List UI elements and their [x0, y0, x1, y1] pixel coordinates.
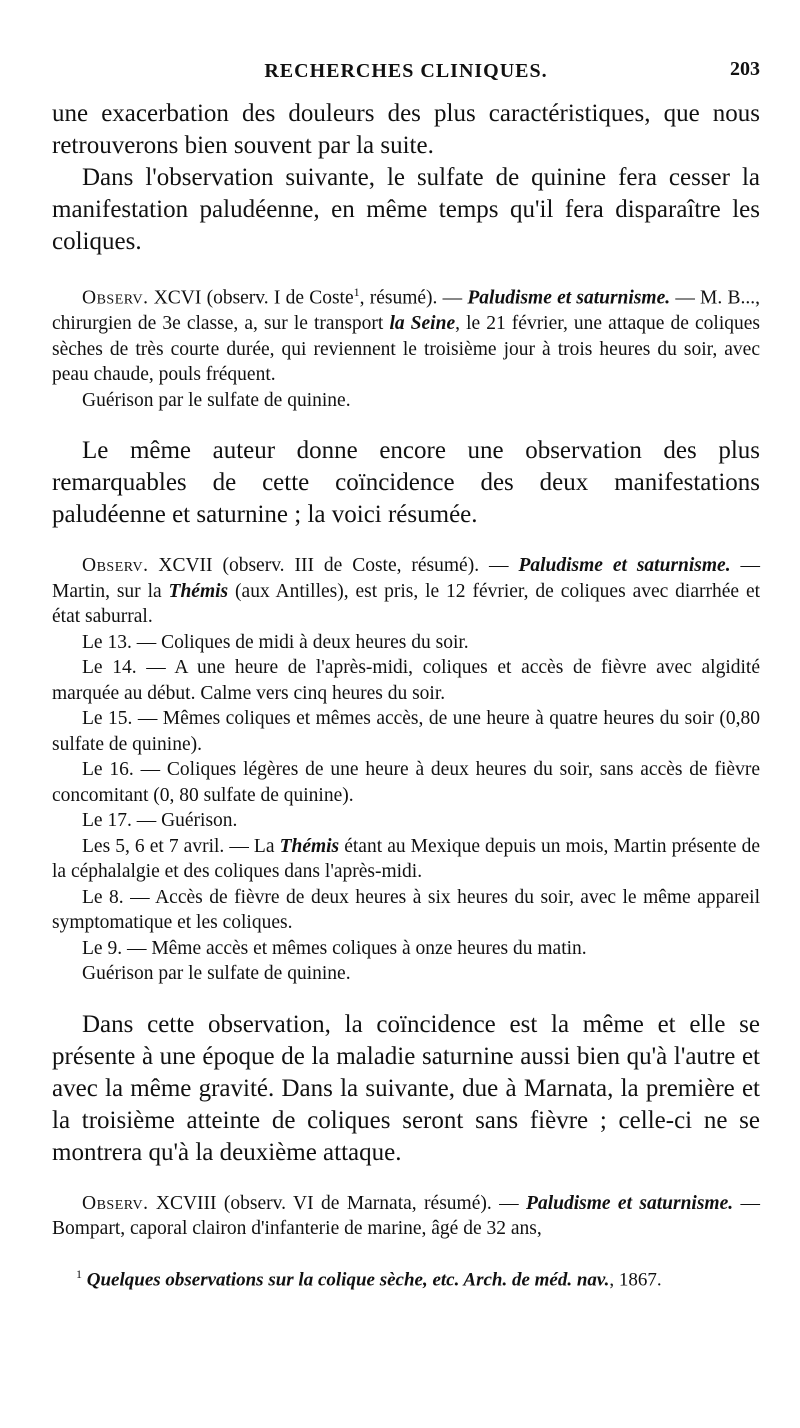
paragraph-intro-obs98: Dans cette observation, la coïncidence est la même et elle se présente à une époque de la maladie saturnine aussi bien qu'à l'autre et avec la même gravité. Dans la suivante, due à Marnata, la première et la troisième atteinte de coliques seront sans fièvre ; celle-ci ne se montrera qu'à la deuxième attaque.	[52, 1010, 760, 1166]
observation-xcvi	[52, 280, 760, 413]
obs96-label: Observ.	[82, 287, 149, 309]
obs97-lead: XCVII (observ. III de Coste, résumé). —	[158, 555, 509, 576]
obs98-label: Observ.	[82, 1192, 149, 1214]
obs96-header	[52, 280, 760, 388]
obs96-cure: Guérison par le sulfate de quinine.	[82, 389, 351, 411]
obs97-day-14: Le 14. — A une heure de l'après-midi, coliques et accès de fièvre avec algidité marquée au début. Calme vers cinq heures du soir.	[52, 657, 760, 704]
obs97-day-16: Le 16. — Coliques légères de une heure à deux heures du soir, sans accès de fièvre concomitant (0, 80 sulfate de quinine).	[52, 759, 760, 806]
obs98-lead: XCVIII (observ. VI de Marnata, résumé). —	[155, 1192, 519, 1214]
running-head	[52, 56, 760, 90]
obs97-day-13: Le 13. — Coliques de midi à deux heures du soir.	[82, 631, 469, 653]
observation-xcviii	[52, 1191, 760, 1242]
footnote	[52, 1262, 760, 1292]
footnote-ref: 1	[353, 285, 360, 299]
obs98-text-a: — Bompart, caporal clairon d'infanterie de marine, âgé de 32 ans,	[52, 1192, 761, 1239]
obs97-header	[52, 553, 760, 630]
obs97-day-17: Le 17. — Guérison.	[82, 810, 238, 831]
footnote-title: Quelques observations sur la colique sèche, etc. Arch. de méd. nav.	[86, 1268, 610, 1290]
obs96-text-b: , le 21 février, une attaque de coliques sèches de très courte durée, qui reviennent le troisième jour à trois heures du soir, avec peau chaude, pouls fréquent.	[52, 313, 761, 385]
footnote-year: , 1867.	[609, 1268, 662, 1290]
obs97-april-text-b: étant au Mexique depuis un mois, Martin présente de la céphalalgie et des coliques dans l'après-midi.	[52, 835, 761, 882]
obs98-title: Paludisme et saturnisme.	[526, 1192, 734, 1214]
obs97-april-text-a: Les 5, 6 et 7 avril. — La	[82, 835, 275, 857]
obs97-april-5-7	[52, 834, 760, 885]
running-title: RECHERCHES CLINIQUES.	[264, 60, 548, 82]
obs97-day-9: Le 9. — Même accès et mêmes coliques à onze heures du matin.	[82, 937, 587, 959]
obs97-text-b: (aux Antilles), est pris, le 12 février, de coliques avec diarrhée et état saburral.	[52, 580, 761, 627]
observation-xcvii	[52, 553, 760, 987]
obs96-text-a: — M. B..., chirurgien de 3e classe, a, sur le transport	[52, 287, 760, 334]
obs97-label: Observ.	[82, 555, 149, 576]
obs97-cure: Guérison par le sulfate de quinine.	[82, 963, 351, 984]
page-number: 203	[730, 58, 760, 80]
paragraph-continuation: une exacerbation des douleurs des plus caractéristiques, que nous retrouverons bien souvent par la suite.	[52, 100, 760, 159]
obs97-day-8: Le 8. — Accès de fièvre de deux heures à six heures du soir, avec le même appareil symptomatique et les coliques.	[52, 886, 760, 933]
obs96-lead: XCVI (observ. I de Coste	[153, 287, 354, 309]
footnote-mark: 1	[76, 1266, 82, 1281]
obs97-april-ship: Thémis	[279, 835, 340, 857]
obs97-text-a: — Martin, sur la	[52, 555, 761, 602]
obs98-header	[52, 1191, 760, 1242]
paragraph-intro-obs96: Dans l'observation suivante, le sulfate de quinine fera cesser la manifestation paludéenne, en même temps qu'il fera disparaître les coliques.	[52, 164, 760, 255]
obs97-ship: Thémis	[168, 580, 229, 602]
obs97-day-15: Le 15. — Mêmes coliques et mêmes accès, de une heure à quatre heures du soir (0,80 sulfate de quinine).	[52, 708, 760, 755]
obs96-after-mark: , résumé). —	[359, 287, 463, 309]
obs96-title: Paludisme et saturnisme.	[467, 287, 671, 309]
paragraph-intro-obs97: Le même auteur donne encore une observation des plus remarquables de cette coïncidence des deux manifestations paludéenne et saturnine ; la voici résumée.	[52, 437, 760, 528]
obs96-ship: la Seine	[389, 313, 456, 334]
obs97-title: Paludisme et saturnisme.	[518, 555, 731, 576]
